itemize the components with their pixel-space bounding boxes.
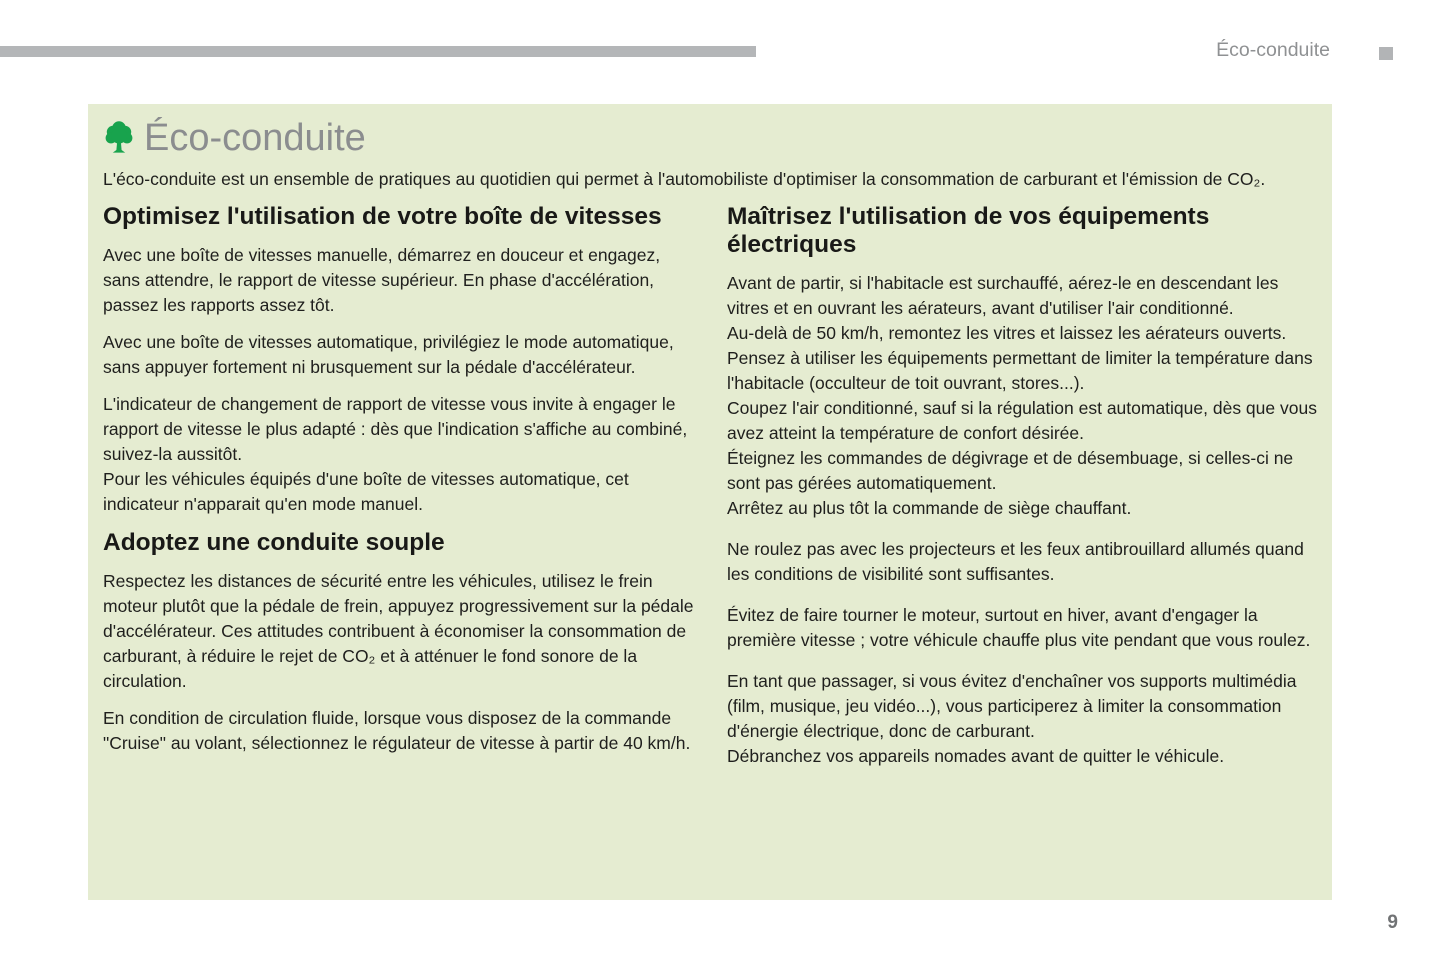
page-title: Éco-conduite [144,117,366,159]
paragraph: Avec une boîte de vitesses automatique, privilégiez le mode automatique, sans appuyer fortement ni brusquement sur la pédale d'accélérateur. [103,332,674,377]
paragraph-segment: Débranchez vos appareils nomades avant de quitter le véhicule. [727,746,1225,766]
paragraph: En condition de circulation fluide, lorsque vous disposez de la commande "Cruise" au volant, sélectionnez le régulateur de vitesse à partir de 40 km/h. [103,708,691,753]
paragraph: Évitez de faire tourner le moteur, surtout en hiver, avant d'engager la première vitesse ; votre véhicule chauffe plus vite pendant que vous roulez. [727,605,1311,650]
paragraph: Respectez les distances de sécurité entre les véhicules, utilisez le frein moteur plutôt que la pédale de frein, appuyez progressivement sur la pédale d'accélérateur. Ces attitudes contribuent à économiser la consommation de carburant, à réduire le rejet de CO₂ et à atténuer le fond sonore de la circulation. [103,571,694,691]
section-heading-electrical: Maîtrisez l'utilisation de vos équipements électriques [727,203,1210,258]
paragraph [727,271,1319,521]
paragraph-segment: Pensez à utiliser les équipements permettant de limiter la température dans l'habitacle (occulteur de toit ouvrant, stores...). [727,348,1313,393]
paragraph-segment: En tant que passager, si vous évitez d'enchaîner vos supports multimédia (film, musique, jeu vidéo...), vous participerez à limiter la consommation d'énergie électrique, donc de carburant. [727,671,1297,741]
section-heading-gearbox: Optimisez l'utilisation de votre boîte de vitesses [103,203,662,230]
eco-driving-panel [88,104,1332,900]
paragraph-segment: Arrêtez au plus tôt la commande de siège chauffant. [727,498,1132,518]
section-heading-smooth-driving: Adoptez une conduite souple [103,529,445,556]
paragraph-segment: Pour les véhicules équipés d'une boîte de vitesses automatique, cet indicateur n'apparait qu'en mode manuel. [103,469,629,514]
running-header-title: Éco-conduite [1216,39,1330,61]
paragraph-segment: L'indicateur de changement de rapport de vitesse vous invite à engager le rapport de vitesse le plus adapté : dès que l'indication s'affiche au combiné, suivez-la aussitôt. [103,394,688,464]
paragraph: Ne roulez pas avec les projecteurs et les feux antibrouillard allumés quand les conditions de visibilité sont suffisantes. [727,539,1304,584]
intro-paragraph: L'éco-conduite est un ensemble de pratiques au quotidien qui permet à l'automobiliste d'optimiser la consommation de carburant et l'émission de CO₂. [103,169,1266,189]
header-rule [0,46,756,57]
tree-icon [103,121,135,155]
two-column-layout [103,203,1319,785]
paragraph: Avec une boîte de vitesses manuelle, démarrez en douceur et engagez, sans attendre, le rapport de vitesse supérieur. En phase d'accélération, passez les rapports assez tôt. [103,245,661,315]
paragraph-segment: Au-delà de 50 km/h, remontez les vitres et laissez les aérateurs ouverts. [727,323,1287,343]
panel-title-row [103,116,1319,160]
right-column [727,203,1319,785]
paragraph-segment: Avant de partir, si l'habitacle est surchauffé, aérez-le en descendant les vitres et en ouvrant les aérateurs, avant d'utiliser l'air conditionné. [727,273,1279,318]
paragraph-segment: Éteignez les commandes de dégivrage et de désembuage, si celles-ci ne sont pas gérées automatiquement. [727,448,1294,493]
paragraph [103,392,695,517]
paragraph [727,669,1319,769]
left-column [103,203,695,785]
paragraph-segment: Coupez l'air conditionné, sauf si la régulation est automatique, dès que vous avez atteint la température de confort désirée. [727,398,1317,443]
page-number: 9 [1387,912,1398,933]
chapter-square-marker-icon [1379,47,1393,60]
